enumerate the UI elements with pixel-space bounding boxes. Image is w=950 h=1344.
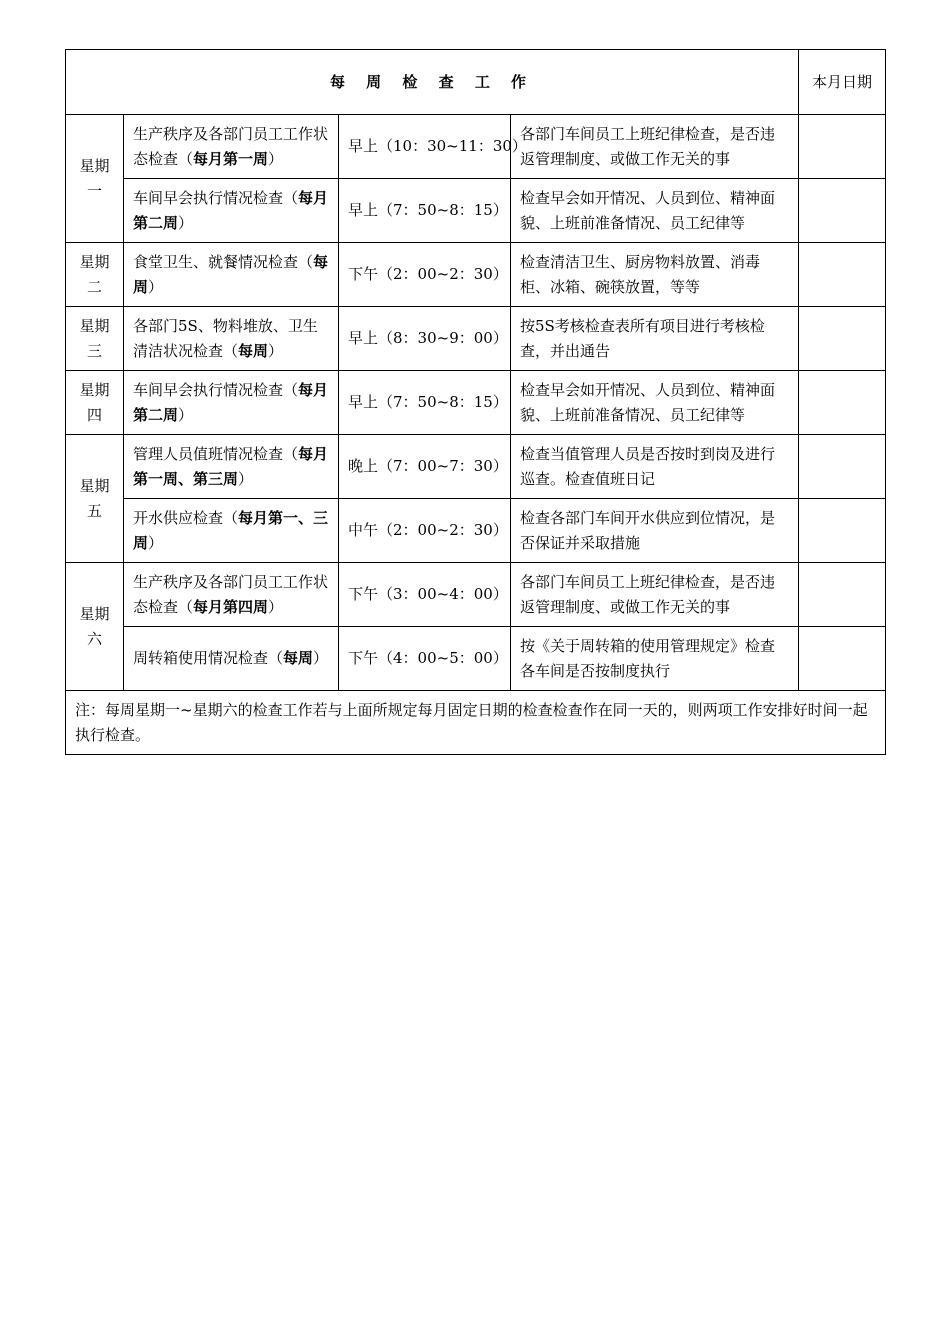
time-cell: 下午（3：00~4：00） bbox=[339, 563, 511, 627]
day-tuesday: 星期 二 bbox=[66, 243, 124, 307]
time-cell: 下午（4：00~5：00） bbox=[339, 627, 511, 691]
time-cell: 早上（7：50~8：15） bbox=[339, 371, 511, 435]
table-row bbox=[66, 307, 886, 371]
time-cell: 早上（10：30~11：30） bbox=[339, 115, 511, 179]
date-cell[interactable] bbox=[799, 435, 886, 499]
description-cell: 检查各部门车间开水供应到位情况，是否保证并采取措施 bbox=[511, 499, 799, 563]
description-cell: 按5S考核检查表所有项目进行考核检查，并出通告 bbox=[511, 307, 799, 371]
date-cell[interactable] bbox=[799, 307, 886, 371]
time-cell: 早上（7：50~8：15） bbox=[339, 179, 511, 243]
table-row bbox=[66, 563, 886, 627]
description-cell: 检查当值管理人员是否按时到岗及进行巡查。检查值班日记 bbox=[511, 435, 799, 499]
task-cell: 生产秩序及各部门员工工作状态检查（每月第一周） bbox=[124, 115, 339, 179]
date-cell[interactable] bbox=[799, 499, 886, 563]
weekly-inspection-table bbox=[65, 49, 886, 755]
task-cell: 车间早会执行情况检查（每月第二周） bbox=[124, 371, 339, 435]
footnote: 注：每周星期一~星期六的检查工作若与上面所规定每月固定日期的检查检查作在同一天的，则两项工作安排好时间一起执行检查。 bbox=[66, 691, 886, 755]
day-wednesday: 星期 三 bbox=[66, 307, 124, 371]
task-cell: 周转箱使用情况检查（每周） bbox=[124, 627, 339, 691]
description-cell: 检查早会如开情况、人员到位、精神面貌、上班前准备情况、员工纪律等 bbox=[511, 371, 799, 435]
date-cell[interactable] bbox=[799, 243, 886, 307]
description-cell: 检查清洁卫生、厨房物料放置、消毒柜、冰箱、碗筷放置，等等 bbox=[511, 243, 799, 307]
day-friday: 星期 五 bbox=[66, 435, 124, 563]
description-cell: 检查早会如开情况、人员到位、精神面貌、上班前准备情况、员工纪律等 bbox=[511, 179, 799, 243]
date-cell[interactable] bbox=[799, 371, 886, 435]
date-cell[interactable] bbox=[799, 563, 886, 627]
time-cell: 晚上（7：00~7：30） bbox=[339, 435, 511, 499]
date-column-header: 本月日期 bbox=[799, 50, 886, 115]
table-row bbox=[66, 243, 886, 307]
day-thursday: 星期 四 bbox=[66, 371, 124, 435]
day-saturday: 星期 六 bbox=[66, 563, 124, 691]
task-cell: 开水供应检查（每月第一、三周） bbox=[124, 499, 339, 563]
description-cell: 按《关于周转箱的使用管理规定》检查各车间是否按制度执行 bbox=[511, 627, 799, 691]
header-row bbox=[66, 50, 886, 115]
table-title: 每 周 检 查 工 作 bbox=[66, 50, 799, 115]
task-cell: 生产秩序及各部门员工工作状态检查（每月第四周） bbox=[124, 563, 339, 627]
table-row bbox=[66, 435, 886, 499]
description-cell: 各部门车间员工上班纪律检查，是否违返管理制度、或做工作无关的事 bbox=[511, 115, 799, 179]
time-cell: 下午（2：00~2：30） bbox=[339, 243, 511, 307]
time-cell: 中午（2：00~2：30） bbox=[339, 499, 511, 563]
date-cell[interactable] bbox=[799, 179, 886, 243]
task-cell: 车间早会执行情况检查（每月第二周） bbox=[124, 179, 339, 243]
note-row bbox=[66, 691, 886, 755]
task-cell: 食堂卫生、就餐情况检查（每周） bbox=[124, 243, 339, 307]
day-monday: 星期 一 bbox=[66, 115, 124, 243]
table-row bbox=[66, 627, 886, 691]
table-row bbox=[66, 115, 886, 179]
date-cell[interactable] bbox=[799, 115, 886, 179]
task-cell: 各部门5S、物料堆放、卫生清洁状况检查（每周） bbox=[124, 307, 339, 371]
task-cell: 管理人员值班情况检查（每月第一周、第三周） bbox=[124, 435, 339, 499]
table-row bbox=[66, 499, 886, 563]
description-cell: 各部门车间员工上班纪律检查，是否违返管理制度、或做工作无关的事 bbox=[511, 563, 799, 627]
table-row bbox=[66, 179, 886, 243]
table-row bbox=[66, 371, 886, 435]
date-cell[interactable] bbox=[799, 627, 886, 691]
time-cell: 早上（8：30~9：00） bbox=[339, 307, 511, 371]
